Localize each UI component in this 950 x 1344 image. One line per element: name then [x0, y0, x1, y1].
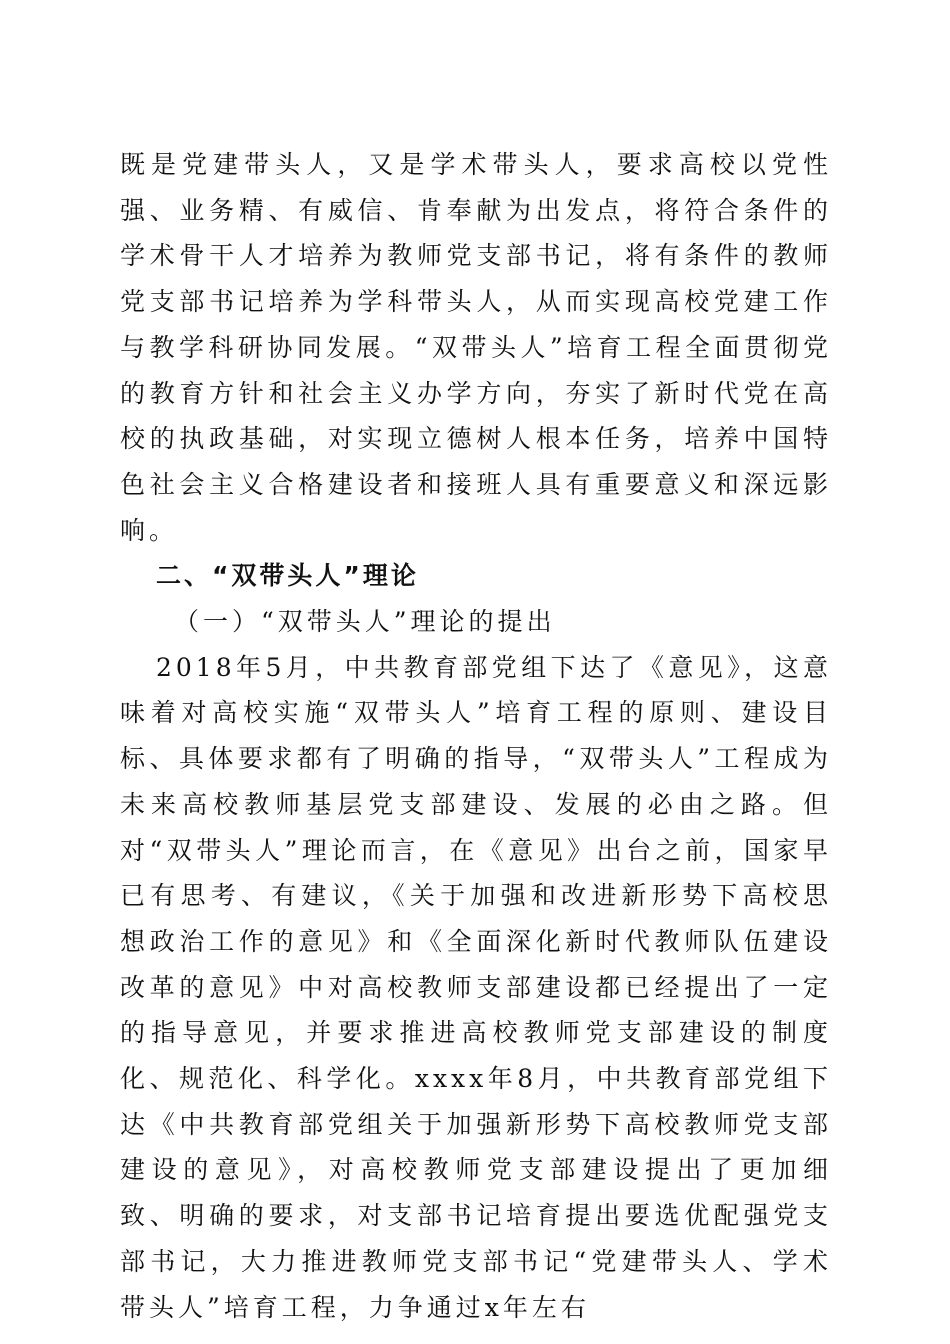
body-paragraph: 2018年5月，中共教育部党组下达了《意见》，这意味着对高校实施“双带头人”培育工程的原则、建设目标、具体要求都有了明确的指导，“双带头人”工程成为未来高校教师基层党支部建设、发展的必由之路。但对“双带头人”理论而言，在《意见》出台之前，国家早已有思考、有建议，《关于加强和改进新形势下高校思想政治工作的意见》和《全面深化新时代教师队伍建设改革的意见》中对高校教师支部建设都已经提出了一定的指导意见，并要求推进高校教师党支部建设的制度化、规范化、科学化。xxxx年8月，中共教育部党组下达《中共教育部党组关于加强新形势下高校教师党支部建设的意见》，对高校教师党支部建设提出了更加细致、明确的要求，对支部书记培育提出要选优配强党支部书记，大力推进教师党支部书记“党建带头人、学术带头人”培育工程，力争通过x年左右 [120, 652, 832, 1322]
paragraph-continuation: 既是党建带头人，又是学术带头人，要求高校以党性强、业务精、有威信、肯奉献为出发点，将符合条件的学术骨干人才培养为教师党支部书记，将有条件的教师党支部书记培养为学科带头人，从而实现高校党建工作与教学科研协同发展。“双带头人”培育工程全面贯彻党的教育方针和社会主义办学方向，夯实了新时代党在高校的执政基础，对实现立德树人根本任务，培养中国特色社会主义合格建设者和接班人具有重要意义和深远影响。 [120, 150, 832, 545]
section-heading: 二、“双带头人”理论 [156, 561, 419, 591]
subsection-heading: （一）“双带头人”理论的提出 [174, 607, 556, 637]
document-body [120, 142, 832, 1330]
